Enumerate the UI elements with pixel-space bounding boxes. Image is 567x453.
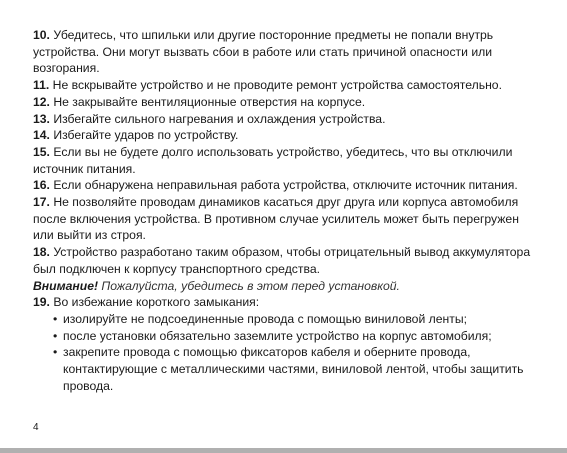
item-text: Не позволяйте проводам динамиков касаться друг друга или корпуса автомобиля после включения устройства. В противном случае усилитель может быть перегружен или выйти из строя. — [33, 195, 519, 243]
item-text: Не вскрывайте устройство и не проводите ремонт устройства самостоятельно. — [49, 78, 502, 93]
item-number: 19. — [33, 295, 50, 310]
bullet-icon: • — [53, 328, 58, 343]
bullet-icon: • — [53, 345, 58, 360]
attention-label: Внимание! — [33, 278, 99, 293]
item-number: 17. — [33, 195, 50, 210]
list-item — [33, 194, 543, 244]
item-number: 15. — [33, 144, 50, 159]
list-item — [33, 177, 543, 194]
bullet-icon: • — [53, 311, 58, 326]
list-item — [33, 77, 543, 94]
item-text: Во избежание короткого замыкания: — [49, 295, 260, 310]
item-number: 12. — [33, 94, 50, 109]
item-text: Устройство разработано таким образом, чтобы отрицательный вывод аккумулятора был подключен к корпусу транспортного средства. — [33, 245, 531, 276]
item-text: Если обнаружена неправильная работа устройства, отключите источник питания. — [49, 178, 518, 193]
instructions-body — [33, 27, 543, 394]
list-item — [33, 144, 543, 177]
item-number: 14. — [33, 128, 50, 143]
item-number: 18. — [33, 245, 50, 260]
bullet-text: изолируйте не подсоединенные провода с помощью виниловой ленты; — [63, 311, 467, 326]
item-text: Не закрывайте вентиляционные отверстия на корпусе. — [49, 94, 366, 109]
list-item — [33, 294, 543, 311]
bullet-item — [53, 328, 543, 345]
bullet-item — [53, 344, 543, 394]
item-text: Избегайте ударов по устройству. — [49, 128, 239, 143]
page-number: 4 — [33, 422, 39, 433]
item-text: Убедитесь, что шпильки или другие посторонние предметы не попали внутрь устройства. Они могут вызвать сбои в работе или стать причиной опасности или возгорания. — [33, 28, 494, 76]
item-text: Избегайте сильного нагревания и охлаждения устройства. — [49, 111, 386, 126]
attention-note — [33, 278, 543, 295]
item-number: 13. — [33, 111, 50, 126]
list-item — [33, 244, 543, 277]
bullet-text: закрепите провода с помощью фиксаторов кабеля и оберните провода, контактирующие с металлическими частями, виниловой лентой, чтобы защитить провода. — [63, 345, 524, 393]
list-item — [33, 111, 543, 128]
list-item — [33, 127, 543, 144]
attention-text: Пожалуйста, убедитесь в этом перед установкой. — [98, 278, 400, 293]
bullet-item — [53, 311, 543, 328]
item-number: 11. — [33, 78, 50, 93]
item-number: 16. — [33, 178, 50, 193]
bullet-list — [33, 311, 543, 395]
item-text: Если вы не будете долго использовать устройство, убедитесь, что вы отключили источник питания. — [33, 144, 513, 176]
list-item — [33, 94, 543, 111]
bullet-text: после установки обязательно заземлите устройство на корпус автомобиля; — [63, 328, 492, 343]
item-number: 10. — [33, 28, 50, 42]
footer-divider — [0, 448, 567, 453]
list-item — [33, 27, 543, 77]
